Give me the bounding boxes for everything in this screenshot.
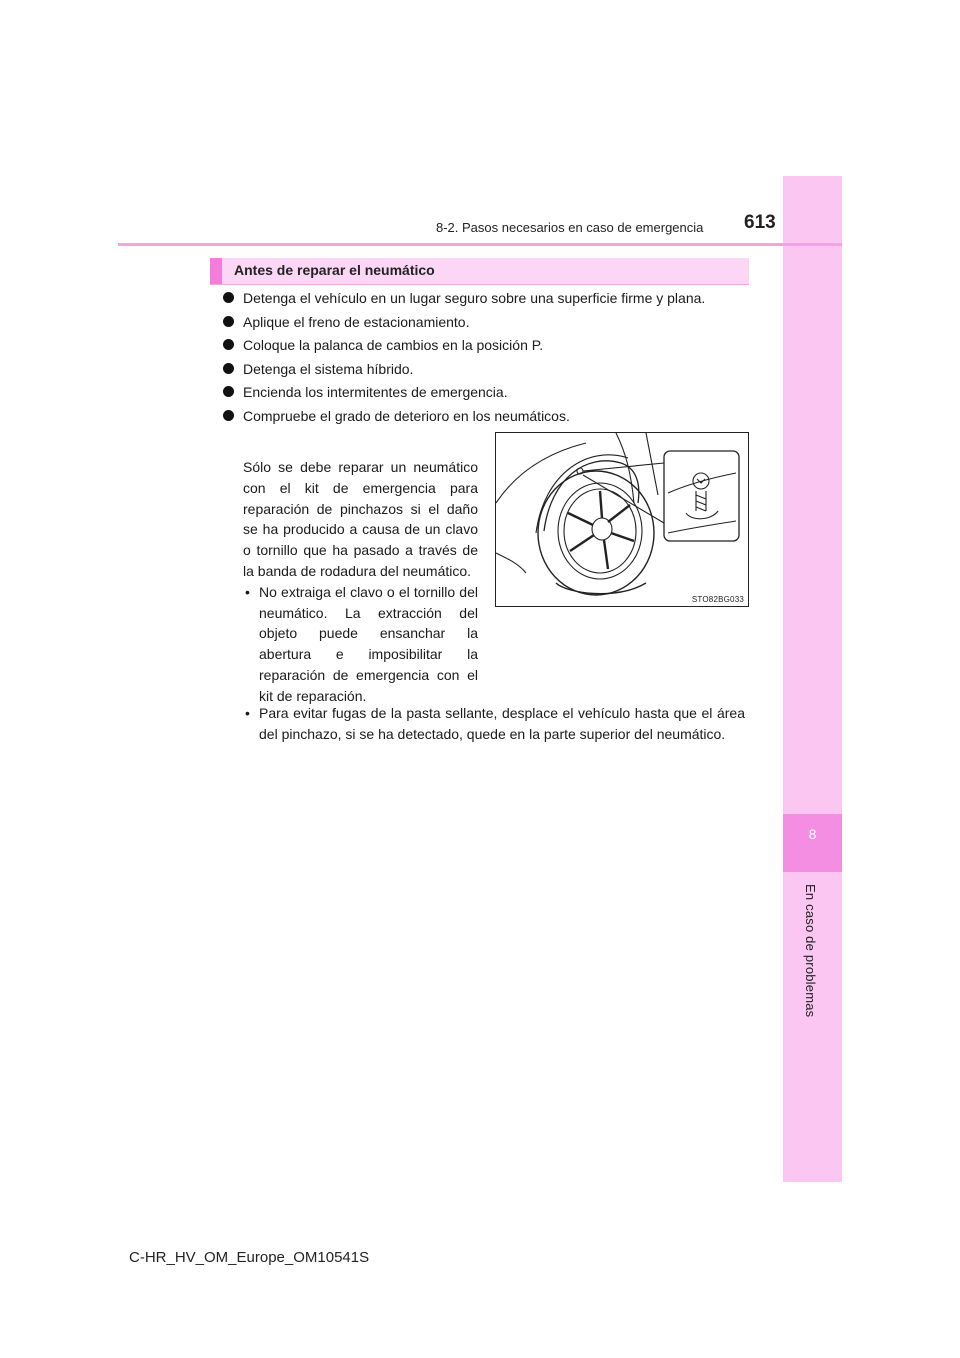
bullet-icon — [223, 292, 234, 303]
rim-spokes — [568, 491, 634, 569]
zoom-box — [664, 451, 739, 541]
bullet-icon — [223, 339, 234, 350]
page-number: 613 — [744, 212, 776, 233]
list-item — [223, 383, 753, 401]
bullet-icon — [223, 363, 234, 374]
header-section-title: 8-2. Pasos necesarios en caso de emergencia — [436, 220, 704, 235]
footer-document-code: C-HR_HV_OM_Europe_OM10541S — [129, 1249, 370, 1266]
sub-item — [243, 703, 745, 745]
chapter-side-tab — [783, 176, 842, 1182]
bullet-icon — [223, 410, 234, 421]
sub-item-marker: • — [245, 583, 250, 600]
list-item — [223, 336, 753, 354]
description-text: Sólo se debe reparar un neumático con el kit de emergencia para reparación de pinchazos si el daño se ha producido a causa de un clavo o tornillo que ha pasado a través de la banda de rodadura del neumático. — [243, 459, 478, 579]
list-item — [223, 289, 753, 307]
bumper-line — [496, 553, 526, 573]
tire-puncture-drawing — [496, 433, 748, 606]
checklist — [223, 289, 753, 430]
list-item-text: Detenga el vehículo en un lugar seguro sobre una superficie firme y plana. — [243, 290, 706, 306]
chapter-number: 8 — [808, 826, 817, 842]
header-divider — [118, 243, 842, 246]
chapter-title: En caso de problemas — [803, 884, 818, 1018]
wide-sub-item-block — [243, 703, 745, 745]
chapter-tab-active-marker — [783, 814, 842, 872]
description-block — [243, 457, 478, 707]
list-item-text: Detenga el sistema híbrido. — [243, 360, 414, 377]
list-item — [223, 360, 753, 378]
puncture-mark — [686, 511, 718, 519]
tire-illustration — [495, 432, 749, 607]
list-item — [223, 407, 753, 425]
zoom-tread-line-lower — [668, 521, 736, 533]
section-heading: Antes de reparar el neumático — [234, 262, 435, 278]
list-item — [223, 313, 753, 331]
sub-item-marker: • — [245, 705, 250, 721]
figure-code: STO82BG033 — [691, 595, 744, 604]
screw-thread — [696, 491, 706, 511]
list-item-text: Encienda los intermitentes de emergencia. — [243, 384, 508, 400]
sub-item — [243, 582, 478, 707]
section-heading-bar — [210, 258, 749, 284]
bullet-icon — [223, 316, 234, 327]
list-item-text: Aplique el freno de estacionamiento. — [243, 313, 470, 330]
bullet-icon — [223, 386, 234, 397]
list-item-text: Compruebe el grado de deterioro en los neumáticos. — [243, 407, 570, 424]
sub-item-text: Para evitar fugas de la pasta sellante, desplace el vehículo hasta que el área del pinchazo, si se ha detectado, quede en la parte superior del neumático. — [259, 705, 745, 742]
zoom-tread-line — [668, 473, 736, 493]
sub-item-text: No extraiga el clavo o el tornillo del neumático. La extracción del objeto puede ensanchar la abertura e imposibilitar la reparación de emergencia con el kit de reparación. — [259, 583, 478, 704]
list-item-text: Coloque la palanca de cambios en la posición P. — [243, 337, 544, 353]
